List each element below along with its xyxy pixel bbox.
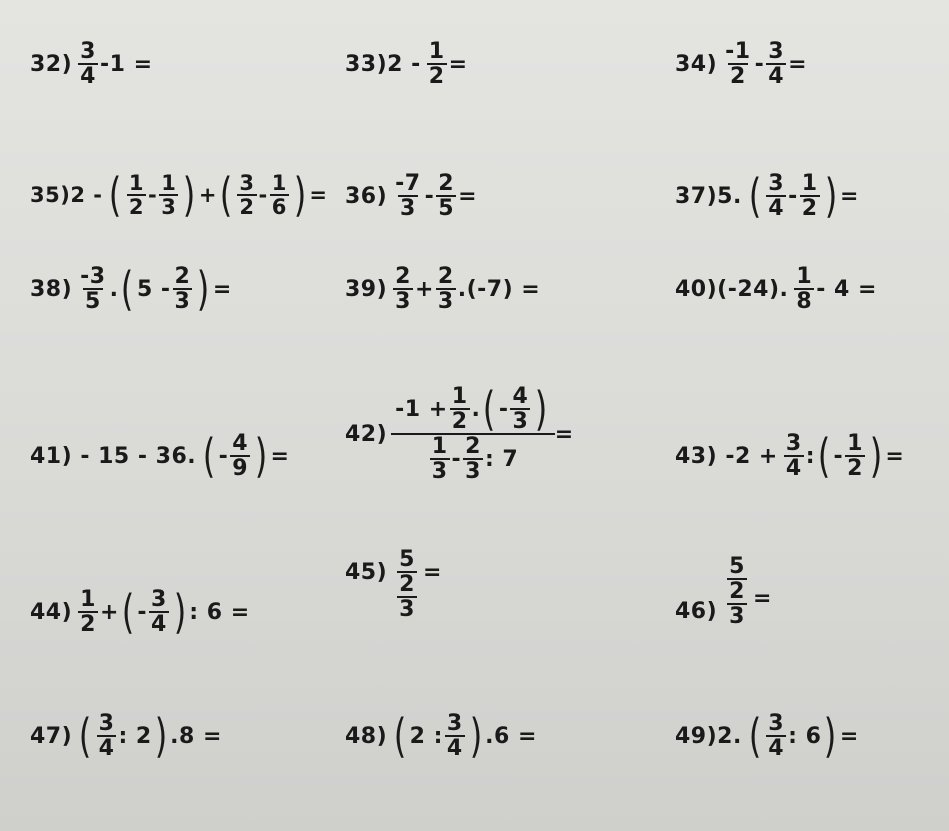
problem-46: 46) $\frac{\frac{5}{2}}{3}$ = [675, 554, 772, 630]
problem-label: 37)5. [675, 183, 742, 209]
problem-33: 33)2 - $\frac{1}{2}$ = [345, 39, 468, 90]
problem-label: 45) [345, 560, 388, 585]
problem-32: 32) $\frac{3}{4}$ -1 = [30, 39, 153, 90]
problem-label: 41) - 15 - 36. [30, 443, 197, 469]
problem-label: 39) [345, 276, 388, 302]
problem-label: 36) [345, 183, 388, 209]
problem-47: 47) ( $\frac{3}{4}$ : 2 ) .8 = [30, 709, 222, 764]
fraction: $\frac{-1}{2}$ [725, 39, 751, 90]
problem-label: 40)(-24). [675, 276, 789, 302]
fraction: $\frac{3}{4}$ [768, 39, 785, 90]
problem-36: 36) $\frac{-7}{3}$ - $\frac{2}{5}$ = [345, 171, 478, 222]
problem-label: 47) [30, 723, 73, 749]
problem-35: 35)2 - ( $\frac{1}{2}$ - $\frac{1}{3}$ ) + ( $\frac{3}{2}$ - $\frac{1}{6}$ ) = [30, 168, 328, 223]
problem-label: 46) [675, 599, 718, 625]
problem-label: 42) [345, 421, 388, 447]
problem-38: 38) $\frac{-3}{5}$ . ( 5 - $\frac{2}{3}$ ) = [30, 262, 232, 317]
problem-label: 32) [30, 51, 73, 77]
problem-39: 39) $\frac{2}{3}$ + $\frac{2}{3}$ .(-7) = [345, 264, 541, 315]
problem-label: 43) -2 + [675, 443, 778, 469]
problem-41: 41) - 15 - 36. ( - $\frac{4}{9}$ ) = [30, 429, 290, 484]
problem-40: 40)(-24). $\frac{1}{8}$ - 4 = [675, 264, 877, 315]
fraction: $\frac{1}{2}$ [428, 39, 445, 90]
problem-label: 34) [675, 51, 718, 77]
fraction: $\frac{3}{4}$ [80, 39, 96, 90]
problem-45: 45) $\frac{\frac{5}{2}}{3}$ = [345, 547, 442, 623]
problem-label: 44) [30, 599, 73, 625]
problem-label: 38) [30, 276, 73, 302]
problem-44: 44) $\frac{1}{2}$ + ( - $\frac{3}{4}$ ) : 6 = [30, 585, 250, 640]
nested-fraction: $\frac{\frac{5}{2}}{3}$ [729, 554, 745, 630]
problem-49: 49)2. ( $\frac{3}{4}$ : 6 ) = [675, 709, 859, 764]
complex-fraction: -1 + $\frac{1}{2}$ . ( - $\frac{4}{3}$ ) $\frac{1}{3}$ - $\frac{2}{3}$ : 7 [393, 385, 553, 483]
problem-label: 49)2. [675, 723, 742, 749]
problem-label: 35)2 - [30, 183, 103, 208]
problem-42: 42) -1 + $\frac{1}{2}$ . ( - $\frac{4}{3}$ ) $\frac{1}{3}$ - $\frac{2}{3}$ : 7 = [345, 382, 574, 485]
problem-48: 48) ( 2 : $\frac{3}{4}$ ) .6 = [345, 709, 537, 764]
problem-43: 43) -2 + $\frac{3}{4}$ : ( - $\frac{1}{2}$ ) = [675, 429, 905, 484]
nested-fraction: $\frac{\frac{5}{2}}{3}$ [399, 547, 415, 623]
problem-34: 34) $\frac{-1}{2}$ - $\frac{3}{4}$ = [675, 39, 808, 90]
problem-37: 37)5. ( $\frac{3}{4}$ - $\frac{1}{2}$ ) = [675, 169, 859, 224]
problem-label: 48) [345, 723, 388, 749]
problem-label: 33)2 - [345, 51, 421, 77]
